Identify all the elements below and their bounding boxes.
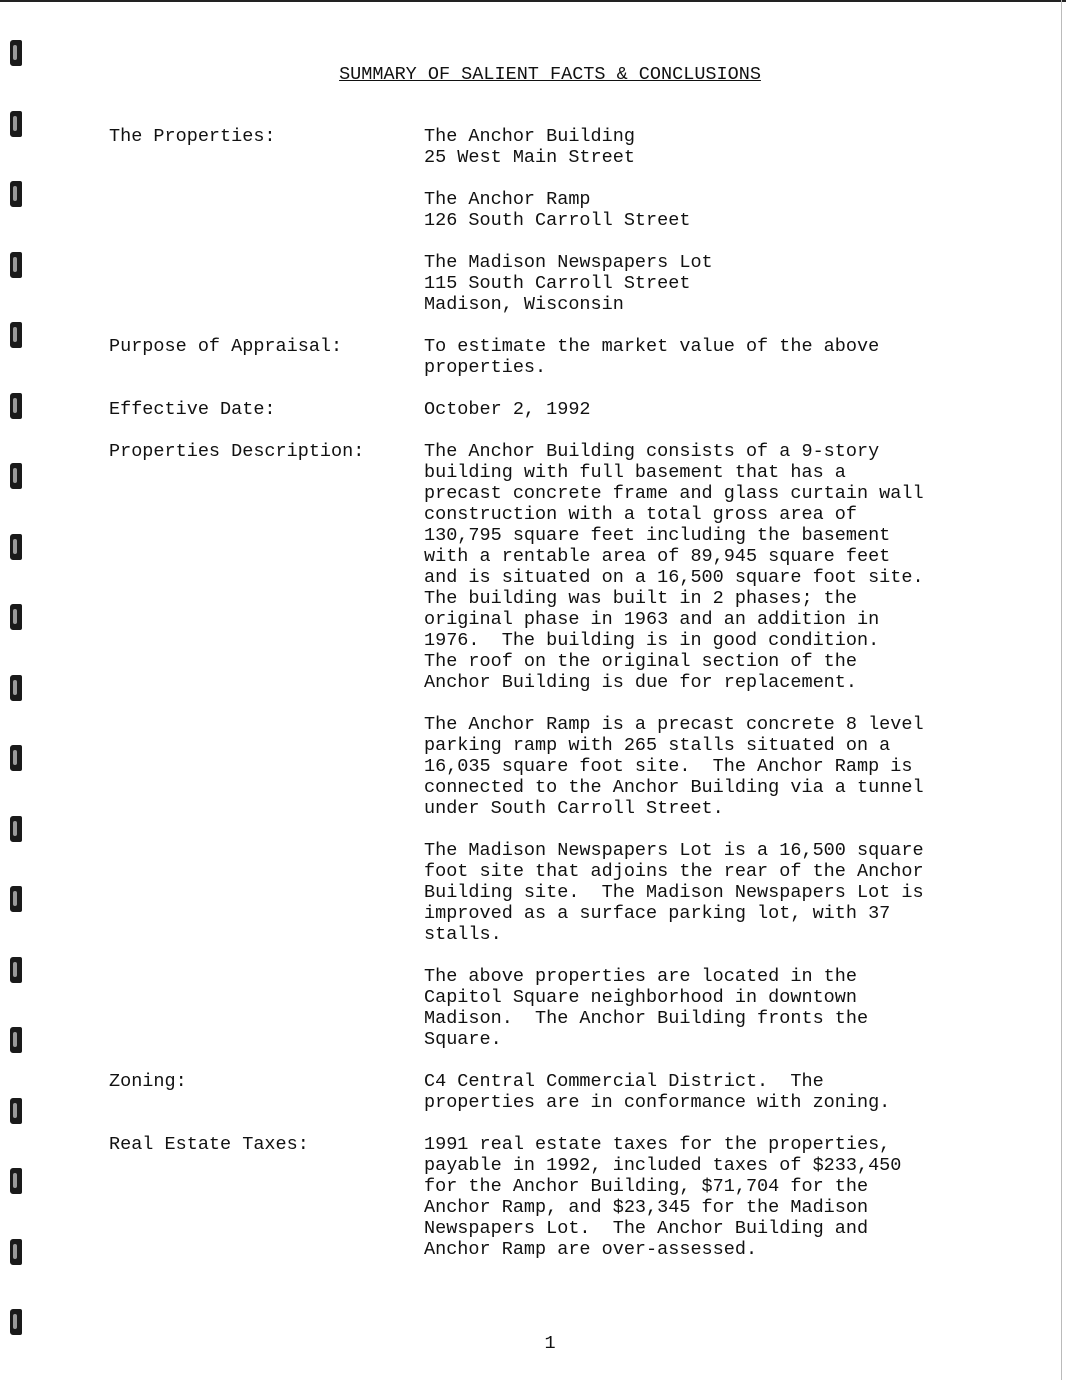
text-line: The Madison Newspapers Lot [424,252,713,273]
section-paragraph [424,1071,1009,1113]
section-label: Zoning: [109,1071,187,1092]
text-line: 1991 real estate taxes for the properties, [424,1134,891,1155]
summary-content [109,126,1009,1281]
text-line: payable in 1992, included taxes of $233,450 [424,1155,902,1176]
section-label: Purpose of Appraisal: [109,336,343,357]
text-line: The Anchor Ramp is a precast concrete 8 level [424,714,924,735]
text-line: 25 West Main Street [424,147,635,168]
text-line: 130,795 square feet including the basement [424,525,891,546]
text-line: Capitol Square neighborhood in downtown [424,987,857,1008]
section-value [424,336,1009,378]
text-line: Madison, Wisconsin [424,294,624,315]
text-line: The Anchor Building consists of a 9-story [424,441,880,462]
section-label: Effective Date: [109,399,276,420]
text-line: precast concrete frame and glass curtain wall [424,483,924,504]
text-line: 16,035 square foot site. The Anchor Ramp is [424,756,913,777]
text-line: Building site. The Madison Newspapers Lot is [424,882,924,903]
binding-hole [10,675,22,701]
section-value [424,126,1009,315]
binding-hole [10,393,22,419]
section-paragraph [424,714,1009,819]
text-line: construction with a total gross area of [424,504,857,525]
section-row [109,1071,1009,1113]
section-value [424,1134,1009,1260]
section-value [424,441,1009,1050]
text-line: foot site that adjoins the rear of the Anchor [424,861,924,882]
section-paragraph [424,966,1009,1050]
binding-hole [10,745,22,771]
text-line: The Anchor Ramp [424,189,591,210]
page-right-edge [1061,0,1062,1380]
text-line: C4 Central Commercial District. The [424,1071,824,1092]
section-row [109,126,1009,315]
text-line: Anchor Ramp, and $23,345 for the Madison [424,1197,869,1218]
text-line: Square. [424,1029,502,1050]
section-paragraph [424,336,1009,378]
text-line: Anchor Ramp are over-assessed. [424,1239,758,1260]
section-paragraph [424,252,1009,315]
section-label: Properties Description: [109,441,365,462]
binding-hole [10,1098,22,1124]
text-line: and is situated on a 16,500 square foot site. [424,567,924,588]
section-value [424,1071,1009,1113]
text-line: The roof on the original section of the [424,651,857,672]
text-line: properties are in conformance with zoning. [424,1092,891,1113]
text-line: connected to the Anchor Building via a tunnel [424,777,924,798]
text-line: The Anchor Building [424,126,635,147]
text-line: for the Anchor Building, $71,704 for the [424,1176,869,1197]
text-line: October 2, 1992 [424,399,591,420]
section-paragraph [424,399,1009,420]
text-line: under South Carroll Street. [424,798,724,819]
binding-hole [10,40,22,66]
section-row [109,441,1009,1050]
binding-hole [10,1027,22,1053]
text-line: with a rentable area of 89,945 square feet [424,546,891,567]
binding-hole [10,816,22,842]
text-line: stalls. [424,924,502,945]
text-line: The building was built in 2 phases; the [424,588,857,609]
binding-hole [10,111,22,137]
binding-hole [10,957,22,983]
section-paragraph [424,126,1009,168]
binding-hole [10,604,22,630]
section-label: Real Estate Taxes: [109,1134,309,1155]
binding-hole [10,252,22,278]
text-line: parking ramp with 265 stalls situated on a [424,735,891,756]
page-top-edge [0,0,1066,2]
binding-hole [10,322,22,348]
section-label: The Properties: [109,126,276,147]
text-line: The above properties are located in the [424,966,857,987]
binding-hole [10,886,22,912]
text-line: The Madison Newspapers Lot is a 16,500 square [424,840,924,861]
page-number: 1 [544,1333,556,1354]
text-line: 1976. The building is in good condition. [424,630,880,651]
section-row [109,1134,1009,1260]
binding-hole [10,1239,22,1265]
section-row [109,336,1009,378]
text-line: Anchor Building is due for replacement. [424,672,857,693]
binding-hole [10,534,22,560]
section-paragraph [424,840,1009,945]
section-row [109,399,1009,420]
section-value [424,399,1009,420]
section-paragraph [424,441,1009,693]
text-line: 126 South Carroll Street [424,210,691,231]
text-line: Newspapers Lot. The Anchor Building and [424,1218,869,1239]
text-line: To estimate the market value of the above [424,336,880,357]
section-paragraph [424,189,1009,231]
text-line: 115 South Carroll Street [424,273,691,294]
text-line: properties. [424,357,547,378]
binding-hole [10,1168,22,1194]
text-line: improved as a surface parking lot, with 37 [424,903,891,924]
text-line: Madison. The Anchor Building fronts the [424,1008,869,1029]
binding-hole [10,1309,22,1335]
text-line: building with full basement that has a [424,462,846,483]
binding-hole [10,181,22,207]
binding-hole [10,463,22,489]
document-title: SUMMARY OF SALIENT FACTS & CONCLUSIONS [339,64,761,85]
section-paragraph [424,1134,1009,1260]
text-line: original phase in 1963 and an addition in [424,609,880,630]
